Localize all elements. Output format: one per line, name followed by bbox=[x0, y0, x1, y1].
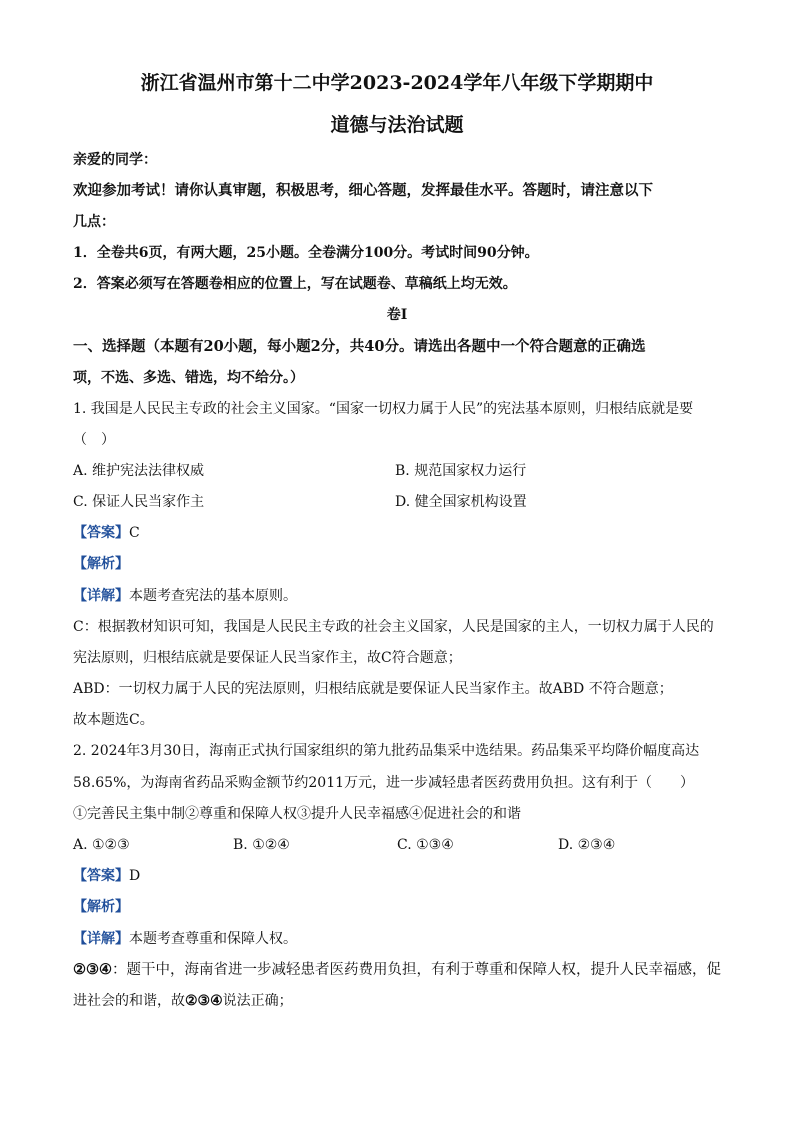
volume-heading: 卷Ⅰ bbox=[386, 307, 408, 323]
q1-option-d: D. 健全国家机构设置 bbox=[395, 494, 527, 510]
q2-detail-label: 【详解】 bbox=[73, 931, 129, 947]
q1-detail-label: 【详解】 bbox=[73, 588, 129, 604]
q1-analysis-label: 【解析】 bbox=[73, 556, 129, 572]
q2-option-c: C. ①③④ bbox=[397, 837, 454, 853]
q2-analysis bbox=[73, 897, 129, 917]
document-title-line-2: 道德与法治试题 bbox=[330, 114, 464, 136]
q1-option-a: A. 维护宪法法律权威 bbox=[73, 463, 205, 479]
q2-answer-value: D bbox=[129, 868, 141, 884]
q2-explanation-line-1 bbox=[73, 960, 721, 980]
document-title-line-1: 浙江省温州市第十二中学2023-2024学年八年级下学期期中 bbox=[140, 72, 654, 94]
q2-explanation-text-1: ：题干中，海南省进一步减轻患者医药费用负担，有利于尊重和保障人权，提升人民幸福感，促 bbox=[112, 962, 721, 978]
q2-answer-label: 【答案】 bbox=[73, 868, 129, 884]
section-header-line-2: 项，不选、多选、错选，均不给分。） bbox=[73, 370, 304, 386]
q1-option-c: C. 保证人民当家作主 bbox=[73, 494, 205, 510]
q1-answer-value: C bbox=[129, 525, 140, 541]
q2-detail bbox=[73, 929, 297, 949]
q1-detail-text: 本题考查宪法的基本原则。 bbox=[129, 588, 297, 604]
q1-explanation-line-4: 故本题选C。 bbox=[73, 712, 154, 728]
q2-option-d: D. ②③④ bbox=[558, 837, 616, 853]
q2-option-a: A. ①②③ bbox=[73, 837, 130, 853]
q2-explanation-mid: ②③④ bbox=[185, 993, 223, 1009]
q2-explanation-post: 说法正确； bbox=[222, 993, 293, 1009]
q2-stem-line-1: 2. 2024年3月30日，海南正式执行国家组织的第九批药品集采中选结果。药品集采平均降价幅度高达 bbox=[73, 743, 700, 759]
greeting: 亲爱的同学： bbox=[73, 152, 157, 168]
q1-detail bbox=[73, 586, 297, 606]
note-1: 1．全卷共6页，有两大题，25小题。全卷满分100分。考试时间90分钟。 bbox=[73, 245, 539, 261]
note-2: 2．答案必须写在答题卷相应的位置上，写在试题卷、草稿纸上均无效。 bbox=[73, 276, 517, 292]
q2-explanation-lead: ②③④ bbox=[73, 961, 112, 978]
q2-explanation-line-2 bbox=[73, 991, 293, 1011]
q2-stem-line-3: ①完善民主集中制②尊重和保障人权③提升人民幸福感④促进社会的和谐 bbox=[73, 806, 521, 822]
q1-answer bbox=[73, 523, 140, 543]
q1-explanation-line-3: ABD：一切权力属于人民的宪法原则，归根结底就是要保证人民当家作主。故ABD 不符合题意； bbox=[73, 681, 673, 697]
q2-detail-text: 本题考查尊重和保障人权。 bbox=[129, 931, 297, 947]
q1-explanation-line-2: 宪法原则，归根结底就是要保证人民当家作主，故C符合题意； bbox=[73, 650, 462, 666]
q2-option-b: B. ①②④ bbox=[233, 837, 290, 853]
q1-explanation-line-1: C：根据教材知识可知，我国是人民民主专政的社会主义国家，人民是国家的主人，一切权力属于人民的 bbox=[73, 619, 714, 635]
q2-analysis-label: 【解析】 bbox=[73, 899, 129, 915]
q2-stem-line-2: 58.65%，为海南省药品采购金额节约2011万元，进一步减轻患者医药费用负担。这有利于（ ） bbox=[73, 775, 695, 791]
q1-option-b: B. 规范国家权力运行 bbox=[395, 463, 527, 479]
q2-answer bbox=[73, 866, 140, 886]
section-header-line-1: 一、选择题（本题有20小题，每小题2分，共40分。请选出各题中一个符合题意的正确选 bbox=[73, 338, 646, 355]
q1-stem-line-1: 1. 我国是人民民主专政的社会主义国家。“国家一切权力属于人民”的宪法基本原则，归根结底就是要 bbox=[73, 401, 694, 417]
welcome-line-1: 欢迎参加考试！请你认真审题，积极思考，细心答题，发挥最佳水平。答题时，请注意以下 bbox=[73, 182, 653, 199]
q2-explanation-pre: 进社会的和谐，故 bbox=[73, 993, 185, 1009]
q1-answer-label: 【答案】 bbox=[73, 525, 129, 541]
welcome-line-2: 几点： bbox=[73, 214, 115, 230]
q1-stem-line-2: （ ） bbox=[73, 432, 115, 448]
q1-analysis bbox=[73, 554, 129, 574]
